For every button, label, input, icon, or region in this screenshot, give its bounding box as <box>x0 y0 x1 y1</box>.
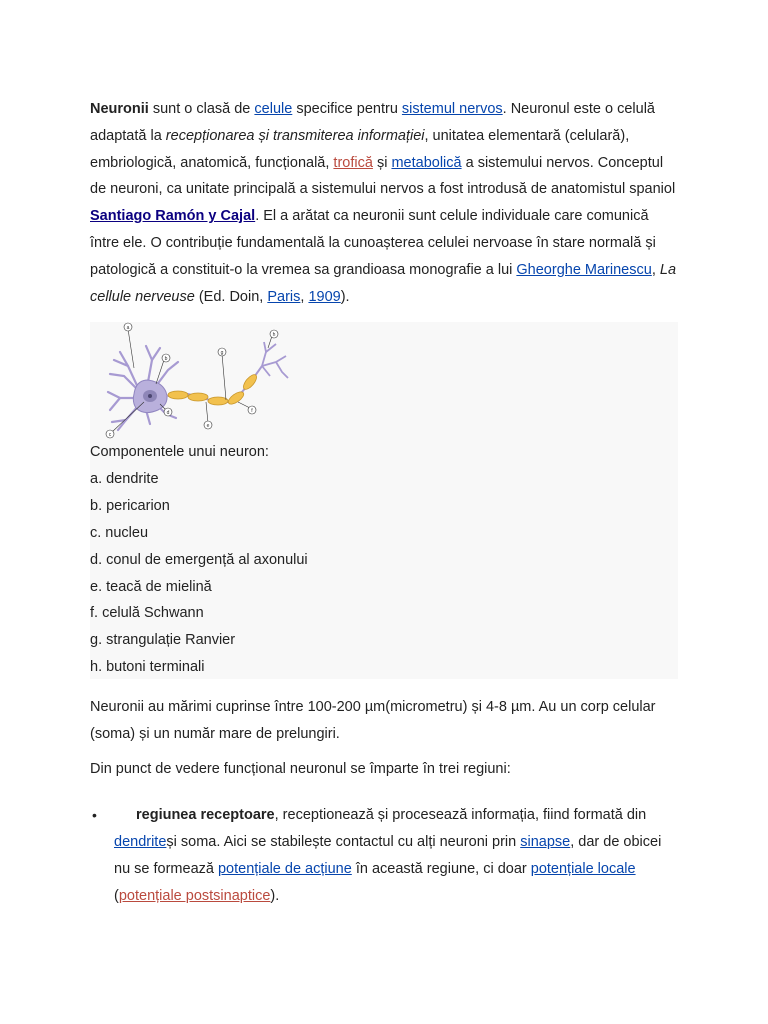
text: și <box>372 154 392 171</box>
diagram-label-f: f <box>251 408 253 414</box>
intro-paragraph <box>90 96 680 310</box>
link-sinapse[interactable]: sinapse <box>520 834 571 850</box>
text: , dar de obicei nu se formează <box>114 834 662 877</box>
link-gheorghe-marinescu[interactable]: Gheorghe Marinescu <box>516 261 652 278</box>
neuron-diagram-image <box>100 322 300 440</box>
link-potentiale-postsinaptice[interactable]: potențiale postsinaptice <box>118 888 271 904</box>
caption-item-a: a. dendrite <box>90 470 159 487</box>
link-potentiale-de-actiune[interactable]: potențiale de acțiune <box>217 861 352 877</box>
term-neuronii: Neuronii <box>90 101 149 117</box>
text: , <box>651 261 660 278</box>
text: , unitatea elementară (celulară), embriologică, anatomică, funcțională, <box>90 127 630 171</box>
diagram-label-h: h <box>272 332 276 338</box>
article-body <box>90 96 680 310</box>
link-santiago-ramon-y-cajal[interactable]: Santiago Ramón y Cajal <box>90 208 256 225</box>
diagram-label-a: a <box>126 325 130 331</box>
link-1909[interactable]: 1909 <box>308 288 341 305</box>
diagram-label-b: b <box>164 356 168 362</box>
link-metabolica[interactable]: metabolică <box>391 154 462 171</box>
size-paragraph: Neuronii au mărimi cuprinse între 100-200 µm(micrometru) și 4-8 µm. Au un corp celular (soma) și un număr mare de prelungiri. <box>90 699 656 742</box>
figure-caption-list <box>90 439 670 681</box>
text: sunt o clasă de <box>148 101 255 117</box>
diagram-label-e: e <box>206 423 210 429</box>
caption-item-g: g. strangulație Ranvier <box>90 632 236 649</box>
text: . Neuronul este o celulă adaptată la <box>90 101 655 144</box>
text: , receptionează și procesează informația, fiind formată din <box>274 807 647 823</box>
caption-item-d: d. conul de emergență al axonului <box>90 551 308 568</box>
bullet-marker: • <box>92 807 97 823</box>
text: specifice pentru <box>292 101 402 117</box>
italic-title: La cellule nerveuse <box>90 261 677 305</box>
link-celule[interactable]: celule <box>254 101 293 117</box>
link-sistemul-nervos[interactable]: sistemul nervos <box>401 101 503 117</box>
link-paris[interactable]: Paris <box>267 288 301 305</box>
caption-item-c: c. nucleu <box>90 524 149 541</box>
text: (Ed. Doin, <box>194 288 268 305</box>
axon-terminals <box>262 342 288 378</box>
caption-item-f: f. celulă Schwann <box>90 605 204 622</box>
myelin-sheath <box>168 373 259 407</box>
link-trofica[interactable]: trofică <box>333 154 373 171</box>
text: și soma. Aici se stabilește contactul cu alți neuroni prin <box>166 834 521 850</box>
text: . El a arătat ca neuronii sunt celule individuale care comunică între ele. O contribuție fundamentală la cunoașterea celulei nervoase în stare normală și patologică a constituit-o la vremea sa grandioasa monografie a lui <box>90 208 656 278</box>
caption-item-e: e. teacă de mielină <box>90 578 212 595</box>
regions-intro-paragraph: Din punct de vedere funcțional neuronul se împarte în trei regiuni: <box>90 761 511 777</box>
diagram-label-d: d <box>166 410 170 416</box>
text: ). <box>340 288 350 305</box>
caption-title: Componentele unui neuron: <box>90 444 269 460</box>
caption-item-h: h. butoni terminali <box>90 659 205 676</box>
bullet-text <box>90 802 680 910</box>
list-item-receptor-region <box>90 802 680 910</box>
italic-phrase: recepționarea și transmiterea informației <box>165 127 425 144</box>
text: a sistemului nervos. Conceptul de neuroni, ca unitate principală a sistemului nervos a fost introdusă de anatomistul spaniol <box>90 154 676 198</box>
text: ( <box>114 888 119 904</box>
link-potentiale-locale[interactable]: potențiale locale <box>530 861 636 877</box>
text: , <box>300 288 309 305</box>
neuron-figure <box>90 322 678 679</box>
text: în această regiune, ci doar <box>351 861 531 877</box>
term-regiunea-receptoare: regiunea receptoare <box>136 807 275 823</box>
caption-item-b: b. pericarion <box>90 497 170 514</box>
text: ). <box>270 888 280 904</box>
diagram-label-c: c <box>108 432 112 438</box>
link-dendrite[interactable]: dendrite <box>114 834 167 850</box>
diagram-label-g: g <box>220 350 224 356</box>
